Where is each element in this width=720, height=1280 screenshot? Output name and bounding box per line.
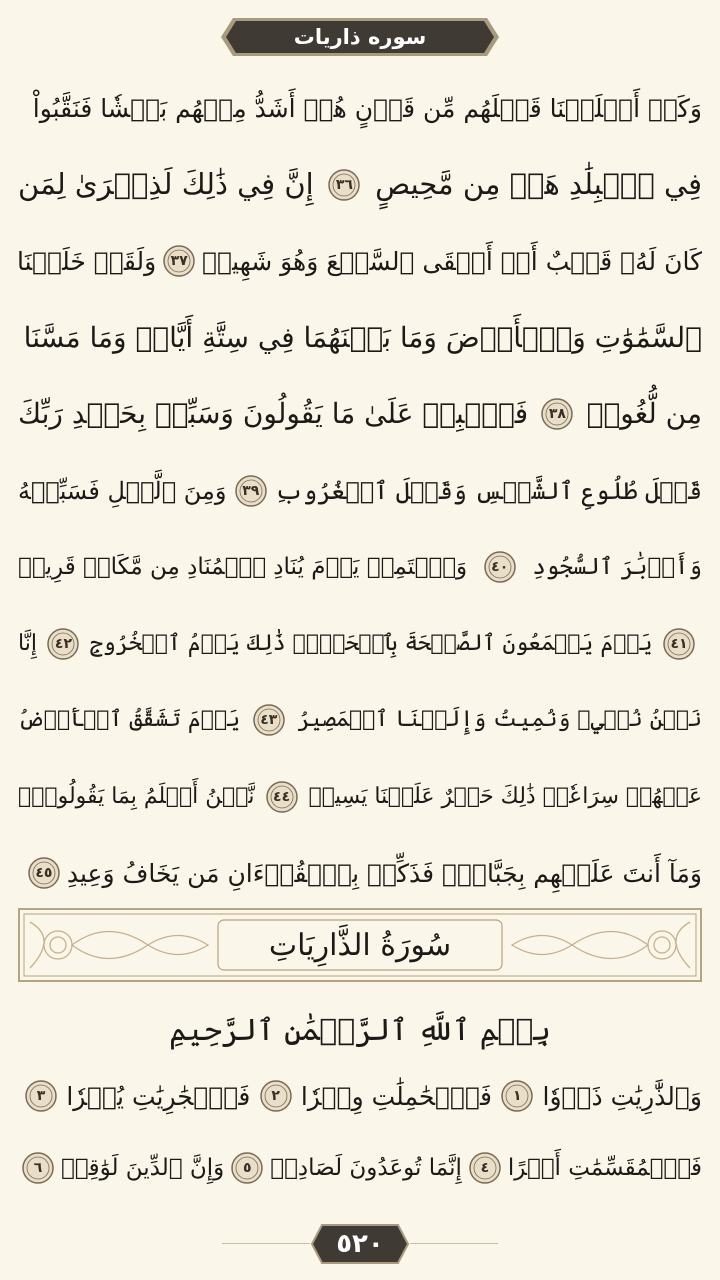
verse-line [18, 835, 702, 912]
ayah-number: ٤٠ [491, 559, 509, 576]
ayah-number: ٦ [33, 1160, 43, 1176]
ayah-number-marker [265, 780, 299, 814]
verse-text: وَإِنَّ ٱلدِّينَ لَوَٰقِعٞ [60, 1154, 225, 1181]
verse-text: فِي ٱلۡبِلَٰدِ هَلۡ مِن مَّحِيصٍ [375, 167, 702, 202]
verse-text: وَمَآ أَنتَ عَلَيۡهِم بِجَبَّارٖۖ فَذَكِّرۡ بِٱلۡقُرۡءَانِ مَن يَخَافُ وَعِيدِ [66, 858, 702, 888]
ayah-number: ١ [512, 1088, 522, 1104]
verse-text: يَوۡمَ يَسۡمَعُونَ ٱلصَّيۡحَةَ بِٱلۡحَقِّۚ ذَٰلِكَ يَوۡمُ ٱلۡخُرُوجِ [89, 630, 653, 656]
verse-text: ٱلسَّمَٰوَٰتِ وَٱلۡأَرۡضَ وَمَا بَيۡنَهُمَا فِي سِتَّةِ أَيَّامٖ وَمَا مَسَّنَا [23, 320, 702, 354]
ayah-number-marker [162, 244, 196, 278]
verse-text: إِنَّمَا تُوعَدُونَ لَصَادِقٞ [270, 1154, 462, 1181]
verse-text: إِنَّا [18, 630, 37, 656]
verse-text: فَٱلۡحَٰمِلَٰتِ وِقۡرٗا [300, 1081, 492, 1111]
ayah-number-marker [21, 1151, 55, 1185]
verse-text: كَانَ لَهُۥ قَلۡبٌ أَوۡ أَلۡقَى ٱلسَّمۡعَ وَهُوَ شَهِيدٞ [202, 246, 702, 276]
ayah-number-marker [27, 856, 61, 890]
verse-text: وَٱلذَّٰرِيَٰتِ ذَرۡوٗا [542, 1081, 702, 1111]
verse-text: نَحۡنُ نُحۡيِۦ وَنُمِيتُ وَإِلَيۡنَا ٱلۡمَصِيرُ [297, 707, 702, 733]
verse-text: فَٱلۡمُقَسِّمَٰتِ أَمۡرًا [507, 1154, 702, 1181]
verse-text: يَوۡمَ تَشَقَّقُ ٱلۡأَرۡضُ [18, 707, 241, 733]
ayah-number-marker [230, 1151, 264, 1185]
ayah-number-marker [259, 1079, 293, 1113]
verse-line [18, 682, 702, 759]
verse-line [18, 759, 702, 836]
footer-rule-left [222, 1243, 310, 1244]
verse-lines-new-surah [18, 1060, 702, 1204]
verse-line [18, 1132, 702, 1204]
ayah-number-marker [468, 1151, 502, 1185]
page-number-footer [0, 1222, 720, 1266]
verse-line [18, 147, 702, 224]
verse-text: وَأَدۡبَٰرَ ٱلسُّجُودِ [532, 553, 702, 580]
footer-rule-right [410, 1243, 498, 1244]
page-number: ٥٢٠ [336, 1229, 384, 1259]
ayah-number-marker [24, 1079, 58, 1113]
verse-line [18, 223, 702, 300]
ayah-number-marker [662, 627, 696, 661]
ayah-number-marker [46, 627, 80, 661]
verse-text: وَكَمۡ أَهۡلَكۡنَا قَبۡلَهُم مِّن قَرۡنٍ هُمۡ أَشَدُّ مِنۡهُم بَطۡشٗا فَنَقَّبُواْ [32, 93, 702, 123]
verse-text: وَمِنَ ٱلَّيۡلِ فَسَبِّحۡهُ [18, 476, 227, 505]
ayah-number: ٤١ [670, 635, 688, 652]
verse-line [18, 529, 702, 606]
verse-text: إِنَّ فِي ذَٰلِكَ لَذِكۡرَىٰ لِمَن [18, 167, 314, 202]
ayah-number: ٤ [480, 1160, 490, 1176]
verse-line [18, 1060, 702, 1132]
ayah-number: ٤٤ [273, 788, 291, 805]
ayah-number: ٣٩ [242, 482, 260, 499]
ayah-number-marker [234, 474, 268, 508]
surah-name: سوره ذاريات [293, 25, 427, 49]
ayah-number: ٣ [36, 1088, 46, 1104]
surah-name-tag [219, 14, 501, 60]
verse-text: نَّحۡنُ أَعۡلَمُ بِمَا يَقُولُونَۖ [18, 783, 255, 809]
ayah-number-marker [500, 1079, 534, 1113]
ayah-number: ٣٦ [335, 176, 353, 193]
verse-line [18, 606, 702, 683]
verse-text: فَٱلۡجَٰرِيَٰتِ يُسۡرٗا [66, 1081, 251, 1111]
ayah-number-marker [252, 703, 286, 737]
page-number-badge [310, 1222, 410, 1266]
surah-header-title: سُورَةُ الذَّارِيَاتِ [268, 927, 452, 963]
ayah-number: ٤٥ [35, 865, 53, 882]
ayah-number-marker [327, 168, 361, 202]
verse-line [18, 453, 702, 530]
verse-text: قَبۡلَ طُلُوعِ ٱلشَّمۡسِ وَقَبۡلَ ٱلۡغُرُوبِ [275, 476, 702, 505]
ayah-number: ٤٣ [260, 712, 278, 729]
verse-line [18, 376, 702, 453]
ayah-number: ٥ [243, 1160, 252, 1176]
verse-text: فَٱصۡبِرۡ عَلَىٰ مَا يَقُولُونَ وَسَبِّحۡ بِحَمۡدِ رَبِّكَ [18, 397, 529, 431]
ayah-number: ٣٨ [548, 406, 566, 423]
ayah-number: ٢ [271, 1088, 280, 1104]
verse-line [18, 70, 702, 147]
verse-text: عَنۡهُمۡ سِرَاعٗاۚ ذَٰلِكَ حَشۡرٌ عَلَيۡنَا يَسِيرٞ [308, 783, 702, 809]
surah-header-banner [18, 908, 702, 982]
ayah-number-marker [483, 550, 517, 584]
verse-text: وَٱسۡتَمِعۡ يَوۡمَ يُنَادِ ٱلۡمُنَادِ مِن مَّكَانٖ قَرِيبٖ [18, 553, 468, 580]
ayah-number: ٤٢ [54, 635, 72, 652]
ayah-number-marker [540, 397, 574, 431]
ayah-number: ٣٧ [170, 253, 188, 270]
basmala: بِسۡمِ ٱللَّهِ ٱلرَّحۡمَٰنِ ٱلرَّحِيمِ [169, 1012, 551, 1048]
verse-line [18, 300, 702, 377]
verse-text: مِن لُّغُوبٖ [586, 397, 702, 431]
verse-lines [18, 70, 702, 912]
verse-text: وَلَقَدۡ خَلَقۡنَا [16, 246, 157, 276]
